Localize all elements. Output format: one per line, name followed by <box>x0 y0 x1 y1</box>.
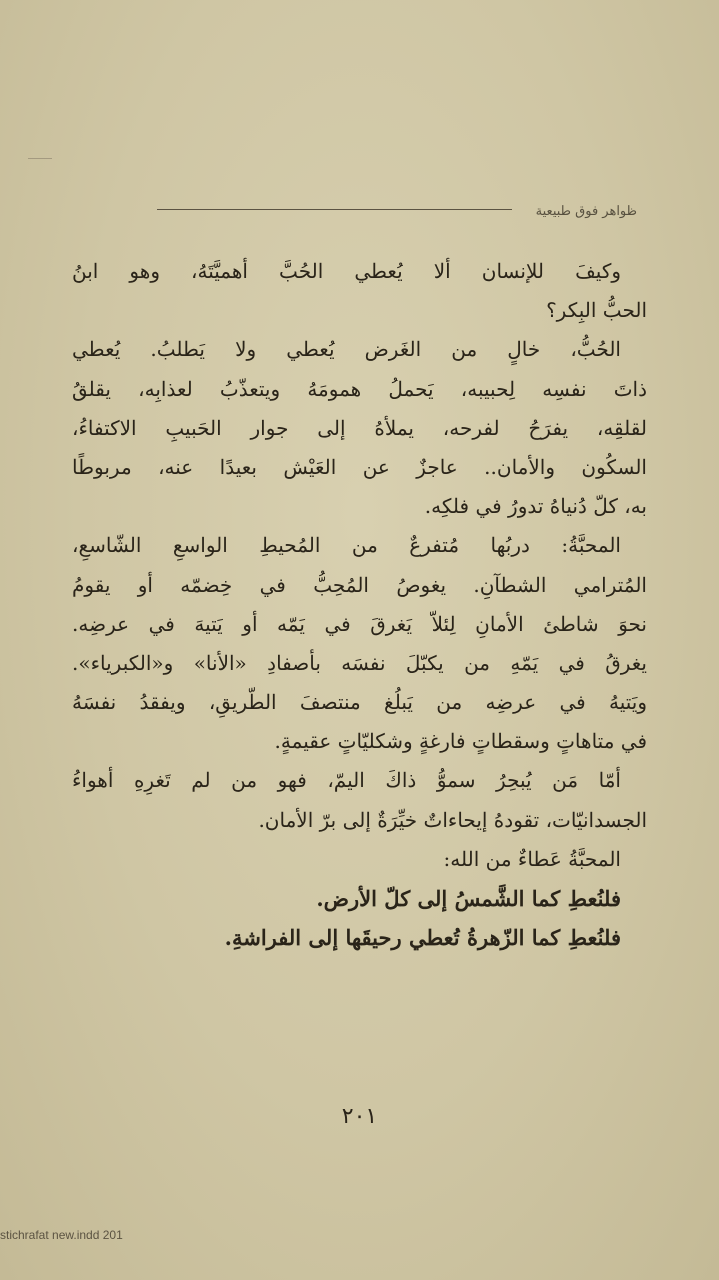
text-line: به، كلّ دُنياهُ تدورُ في فلكِه. <box>424 494 647 519</box>
print-slug: stichrafat new.indd 201 <box>0 1228 123 1242</box>
page-number: ٢٠١ <box>341 1104 378 1129</box>
text-line: نحوَ شاطئ الأمانِ لِئلاّ يَغرقَ في يَمّه أو يَتيهَ في عرضِه. <box>72 611 647 636</box>
text-line: لقلقِه، يفرَحُ لفرحه، يملأهُ إلى جوار الحَبيبِ الاكتفاءُ، <box>72 415 647 440</box>
quote-line: فلنُعطِ كما الزّهرةُ تُعطي رحيقَها إلى الفراشةِ. <box>224 925 621 951</box>
text-line: الجسدانيّات، تقودهُ إيحاءاتٌ خيِّرَةٌ إلى برّ الأمان. <box>258 807 647 832</box>
text-line: في متاهاتٍ وسقطاتٍ فارغةٍ وشكليّاتٍ عقيمةٍ. <box>274 729 647 754</box>
text-line: ويَتيهُ في عرضِه من يَبلُغ منتصفَ الطّريقِ، ويفقدُ نفسَهُ <box>72 690 647 715</box>
text-line: الحبُّ البِكر؟ <box>546 298 647 323</box>
text-line: وكيفَ للإنسان ألا يُعطي الحُبَّ أهميَّتَهُ، وهو ابنُ <box>72 259 621 283</box>
body-text <box>72 252 647 957</box>
text-line: أمّا مَن يُبحِرُ سموُّ ذاكَ اليمّ، فهو من لم تَغرِهِ أهواءُ <box>72 768 621 793</box>
quote-2 <box>72 918 647 957</box>
running-head-title: ظواهر فوق طبيعية <box>535 204 637 219</box>
paragraph-5 <box>72 840 647 879</box>
quote-1 <box>72 879 647 918</box>
crop-mark <box>28 158 52 159</box>
text-line: يغرقُ في يَمّهِ من يكبّلَ نفسَه بأصفادِ «الأنا» و«الكبرياء». <box>72 650 647 675</box>
quote-line: فلنُعطِ كما الشَّمسُ إلى كلّ الأرض. <box>316 886 621 911</box>
text-line: المحبَّةُ عَطاءٌ من الله: <box>443 846 621 871</box>
text-line: ذاتَ نفسِه لِحبيبه، يَحملُ همومَهُ ويتعذّبُ لعذابِه، يقلقُ <box>72 376 647 401</box>
text-line: الحُبُّ، خالٍ من الغَرض يُعطي ولا يَطلبُ. يُعطي <box>72 337 621 362</box>
text-line: المُترامي الشطآنِ. يغوصُ المُحِبُّ في خِضمّه أو يقومُ <box>72 572 647 597</box>
running-head-rule <box>157 209 512 210</box>
paragraph-3 <box>72 526 647 761</box>
running-head <box>157 200 637 224</box>
paragraph-2 <box>72 330 647 526</box>
text-line: السكُون والأمان.. عاجزٌ عن العَيْش بعيدًا عنه، مربوطًا <box>72 454 647 479</box>
text-line: المحبَّةُ: دربُها مُتفرعٌ من المُحيطِ الواسعِ الشّاسعِ، <box>72 533 621 558</box>
paragraph-1 <box>72 252 647 330</box>
paragraph-4 <box>72 761 647 839</box>
